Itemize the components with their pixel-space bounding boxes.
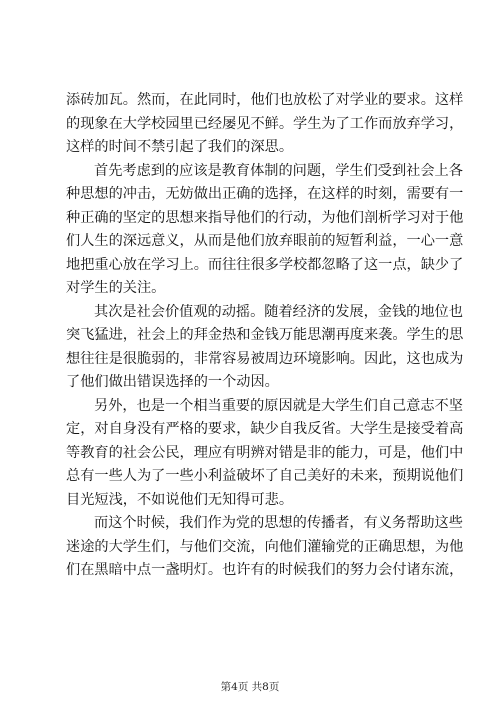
paragraph-4-line-5: 目光短浅，不如说他们无知得可悲。 xyxy=(66,491,294,508)
paragraph-1-line-1: 添砖加瓦。然而，在此同时，他们也放松了对学业的要求。这样 xyxy=(66,92,464,108)
paragraph-1-line-3: 这样的时间不禁引起了我们的深思。 xyxy=(66,139,294,155)
paragraph-4-line-1: 另外，也是一个相当重要的原因就是大学生们自己意志不坚 xyxy=(94,397,463,414)
paragraph-1-line-2: 的现象在大学校园里已经屡见不鲜。学生为了工作而放弃学习， xyxy=(66,115,464,132)
paragraph-2-line-4: 们人生的深远意义，从而是他们放弃眼前的短暂利益，一心一意 xyxy=(66,233,464,249)
paragraph-5-line-2: 迷途的大学生们，与他们交流，向他们灌输党的正确思想，为他 xyxy=(66,538,464,555)
paragraph-5-line-3: 们在黑暗中点一盏明灯。也许有的时候我们的努力会付诸东流， xyxy=(66,562,464,578)
paragraph-3-line-3: 想往往是很脆弱的，非常容易被周边环境影响。因此，这也成为 xyxy=(66,350,464,367)
paragraph-2-line-2: 种思想的冲击，无妨做出正确的选择，在这样的时刻，需要有一 xyxy=(66,186,464,202)
paragraph-2-line-6: 对学生的关注。 xyxy=(66,280,166,296)
paragraph-2-line-3: 种正确的坚定的思想来指导他们的行动，为他们剖析学习对于他 xyxy=(66,209,464,226)
paragraph-5-line-1: 而这个时候，我们作为党的思想的传播者，有义务帮助这些 xyxy=(94,515,463,531)
paragraph-3-line-4: 了他们做出错误选择的一个动因。 xyxy=(66,374,279,390)
body-text xyxy=(66,89,464,583)
paragraph-4-line-3: 等教育的社会公民，理应有明辨对错是非的能力，可是，他们中 xyxy=(66,444,464,461)
page-number-footer: 第4页 共8页 xyxy=(220,681,280,693)
paragraph-3-line-2: 突飞猛进，社会上的拜金热和金钱万能思潮再度来袭。学生的思 xyxy=(66,327,464,343)
paragraph-2-line-1: 首先考虑到的应该是教育体制的问题，学生们受到社会上各 xyxy=(94,162,463,179)
paragraph-2-line-5: 地把重心放在学习上。而往往很多学校都忽略了这一点，缺少了 xyxy=(66,256,464,273)
paragraph-4-line-4: 总有一些人为了一些小利益破坏了自己美好的未来，预期说他们 xyxy=(66,468,464,484)
paragraph-4-line-2: 定，对自身没有严格的要求，缺少自我反省。大学生是接受着高 xyxy=(66,421,464,437)
paragraph-3-line-1: 其次是社会价值观的动摇。随着经济的发展，金钱的地位也 xyxy=(94,303,463,320)
